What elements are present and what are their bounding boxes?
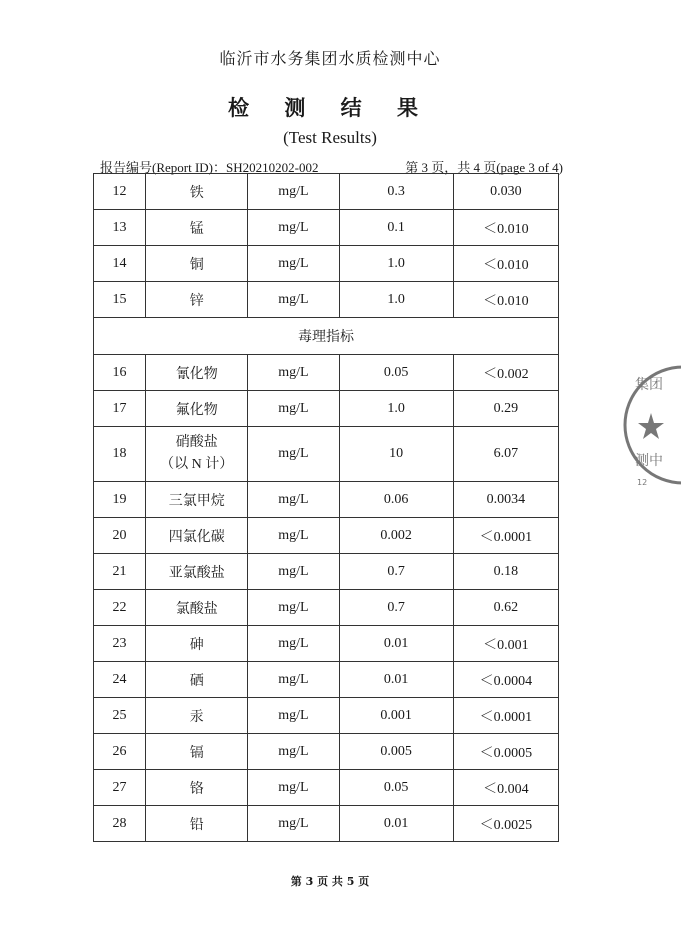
row-number: 14 — [94, 246, 146, 282]
item-name: 铬 — [146, 770, 248, 806]
row-number: 15 — [94, 282, 146, 318]
unit: mg/L — [248, 590, 339, 626]
unit: mg/L — [248, 174, 339, 210]
result-value: ＜0.0005 — [453, 734, 558, 770]
seal-text-top: 集团 — [635, 377, 663, 393]
unit: mg/L — [248, 518, 339, 554]
table-row — [94, 355, 559, 391]
unit: mg/L — [248, 391, 339, 427]
unit: mg/L — [248, 554, 339, 590]
table-row — [94, 770, 559, 806]
limit-value: 0.05 — [339, 355, 453, 391]
item-name: 锰 — [146, 210, 248, 246]
item-name: 氰化物 — [146, 355, 248, 391]
table-row — [94, 518, 559, 554]
unit: mg/L — [248, 482, 339, 518]
item-name: 铁 — [146, 174, 248, 210]
unit: mg/L — [248, 246, 339, 282]
row-number: 16 — [94, 355, 146, 391]
table-row — [94, 391, 559, 427]
result-value: 0.18 — [453, 554, 558, 590]
table-row — [94, 174, 559, 210]
row-number: 26 — [94, 734, 146, 770]
item-name: 汞 — [146, 698, 248, 734]
result-value: ＜0.0001 — [453, 698, 558, 734]
item-name: 四氯化碳 — [146, 518, 248, 554]
limit-value: 0.01 — [339, 662, 453, 698]
item-name-line2: （以 N 计） — [160, 457, 234, 472]
item-name: 锌 — [146, 282, 248, 318]
row-number: 22 — [94, 590, 146, 626]
result-value: ＜0.0001 — [453, 518, 558, 554]
row-number: 12 — [94, 174, 146, 210]
page-subtitle: (Test Results) — [283, 128, 377, 147]
limit-value: 0.01 — [339, 806, 453, 842]
section-label: 毒理指标 — [94, 318, 559, 355]
limit-value: 0.05 — [339, 770, 453, 806]
table-row — [94, 554, 559, 590]
result-value: ＜0.010 — [453, 246, 558, 282]
limit-value: 0.1 — [339, 210, 453, 246]
item-name: 铜 — [146, 246, 248, 282]
table-row — [94, 427, 559, 482]
table-row — [94, 698, 559, 734]
item-name: 氟化物 — [146, 391, 248, 427]
seal-star-icon — [638, 413, 664, 439]
limit-value: 0.7 — [339, 554, 453, 590]
limit-value: 10 — [339, 427, 453, 482]
table-row — [94, 590, 559, 626]
result-value: ＜0.004 — [453, 770, 558, 806]
row-number: 25 — [94, 698, 146, 734]
limit-value: 0.001 — [339, 698, 453, 734]
page-info: 第 3 页，共 4 页(page 3 of 4) — [405, 160, 563, 175]
unit: mg/L — [248, 427, 339, 482]
unit: mg/L — [248, 355, 339, 391]
limit-value: 0.005 — [339, 734, 453, 770]
unit: mg/L — [248, 282, 339, 318]
seal-text-bottom: 测中 — [635, 453, 663, 469]
table-row — [94, 626, 559, 662]
limit-value: 0.3 — [339, 174, 453, 210]
table-row — [94, 246, 559, 282]
report-id: 报告编号(Report ID)：SH20210202-002 — [100, 160, 319, 175]
unit: mg/L — [248, 806, 339, 842]
item-name: 镉 — [146, 734, 248, 770]
limit-value: 1.0 — [339, 282, 453, 318]
limit-value: 0.7 — [339, 590, 453, 626]
page-footer: 第 3 页 共 5 页 — [290, 875, 370, 888]
table-row — [94, 734, 559, 770]
item-name: 三氯甲烷 — [146, 482, 248, 518]
result-value: ＜0.010 — [453, 210, 558, 246]
item-name: 砷 — [146, 626, 248, 662]
unit: mg/L — [248, 734, 339, 770]
item-name: 硒 — [146, 662, 248, 698]
result-value: ＜0.010 — [453, 282, 558, 318]
item-name-line1: 硝酸盐 — [175, 435, 218, 450]
limit-value: 1.0 — [339, 391, 453, 427]
section-header-row — [94, 318, 559, 355]
unit: mg/L — [248, 662, 339, 698]
table-row — [94, 806, 559, 842]
row-number: 23 — [94, 626, 146, 662]
limit-value: 1.0 — [339, 246, 453, 282]
limit-value: 0.01 — [339, 626, 453, 662]
result-value: ＜0.002 — [453, 355, 558, 391]
result-value: ＜0.0025 — [453, 806, 558, 842]
result-value: 0.29 — [453, 391, 558, 427]
official-seal — [621, 355, 681, 495]
result-value: 6.07 — [453, 427, 558, 482]
unit: mg/L — [248, 210, 339, 246]
item-name — [146, 427, 248, 482]
seal-number: 12 — [637, 478, 648, 487]
results-table — [93, 173, 559, 842]
row-number: 21 — [94, 554, 146, 590]
result-value: ＜0.0004 — [453, 662, 558, 698]
table-row — [94, 210, 559, 246]
item-name: 氯酸盐 — [146, 590, 248, 626]
unit: mg/L — [248, 770, 339, 806]
row-number: 18 — [94, 427, 146, 482]
row-number: 28 — [94, 806, 146, 842]
table-row — [94, 662, 559, 698]
result-value: ＜0.001 — [453, 626, 558, 662]
organization-name: 临沂市水务集团水质检测中心 — [219, 49, 441, 68]
table-row — [94, 482, 559, 518]
result-value: 0.0034 — [453, 482, 558, 518]
row-number: 24 — [94, 662, 146, 698]
page-title: 检 测 结 果 — [228, 95, 432, 120]
limit-value: 0.06 — [339, 482, 453, 518]
row-number: 27 — [94, 770, 146, 806]
row-number: 19 — [94, 482, 146, 518]
row-number: 20 — [94, 518, 146, 554]
table-row — [94, 282, 559, 318]
row-number: 17 — [94, 391, 146, 427]
item-name: 铅 — [146, 806, 248, 842]
limit-value: 0.002 — [339, 518, 453, 554]
result-value: 0.030 — [453, 174, 558, 210]
item-name: 亚氯酸盐 — [146, 554, 248, 590]
unit: mg/L — [248, 626, 339, 662]
row-number: 13 — [94, 210, 146, 246]
result-value: 0.62 — [453, 590, 558, 626]
unit: mg/L — [248, 698, 339, 734]
